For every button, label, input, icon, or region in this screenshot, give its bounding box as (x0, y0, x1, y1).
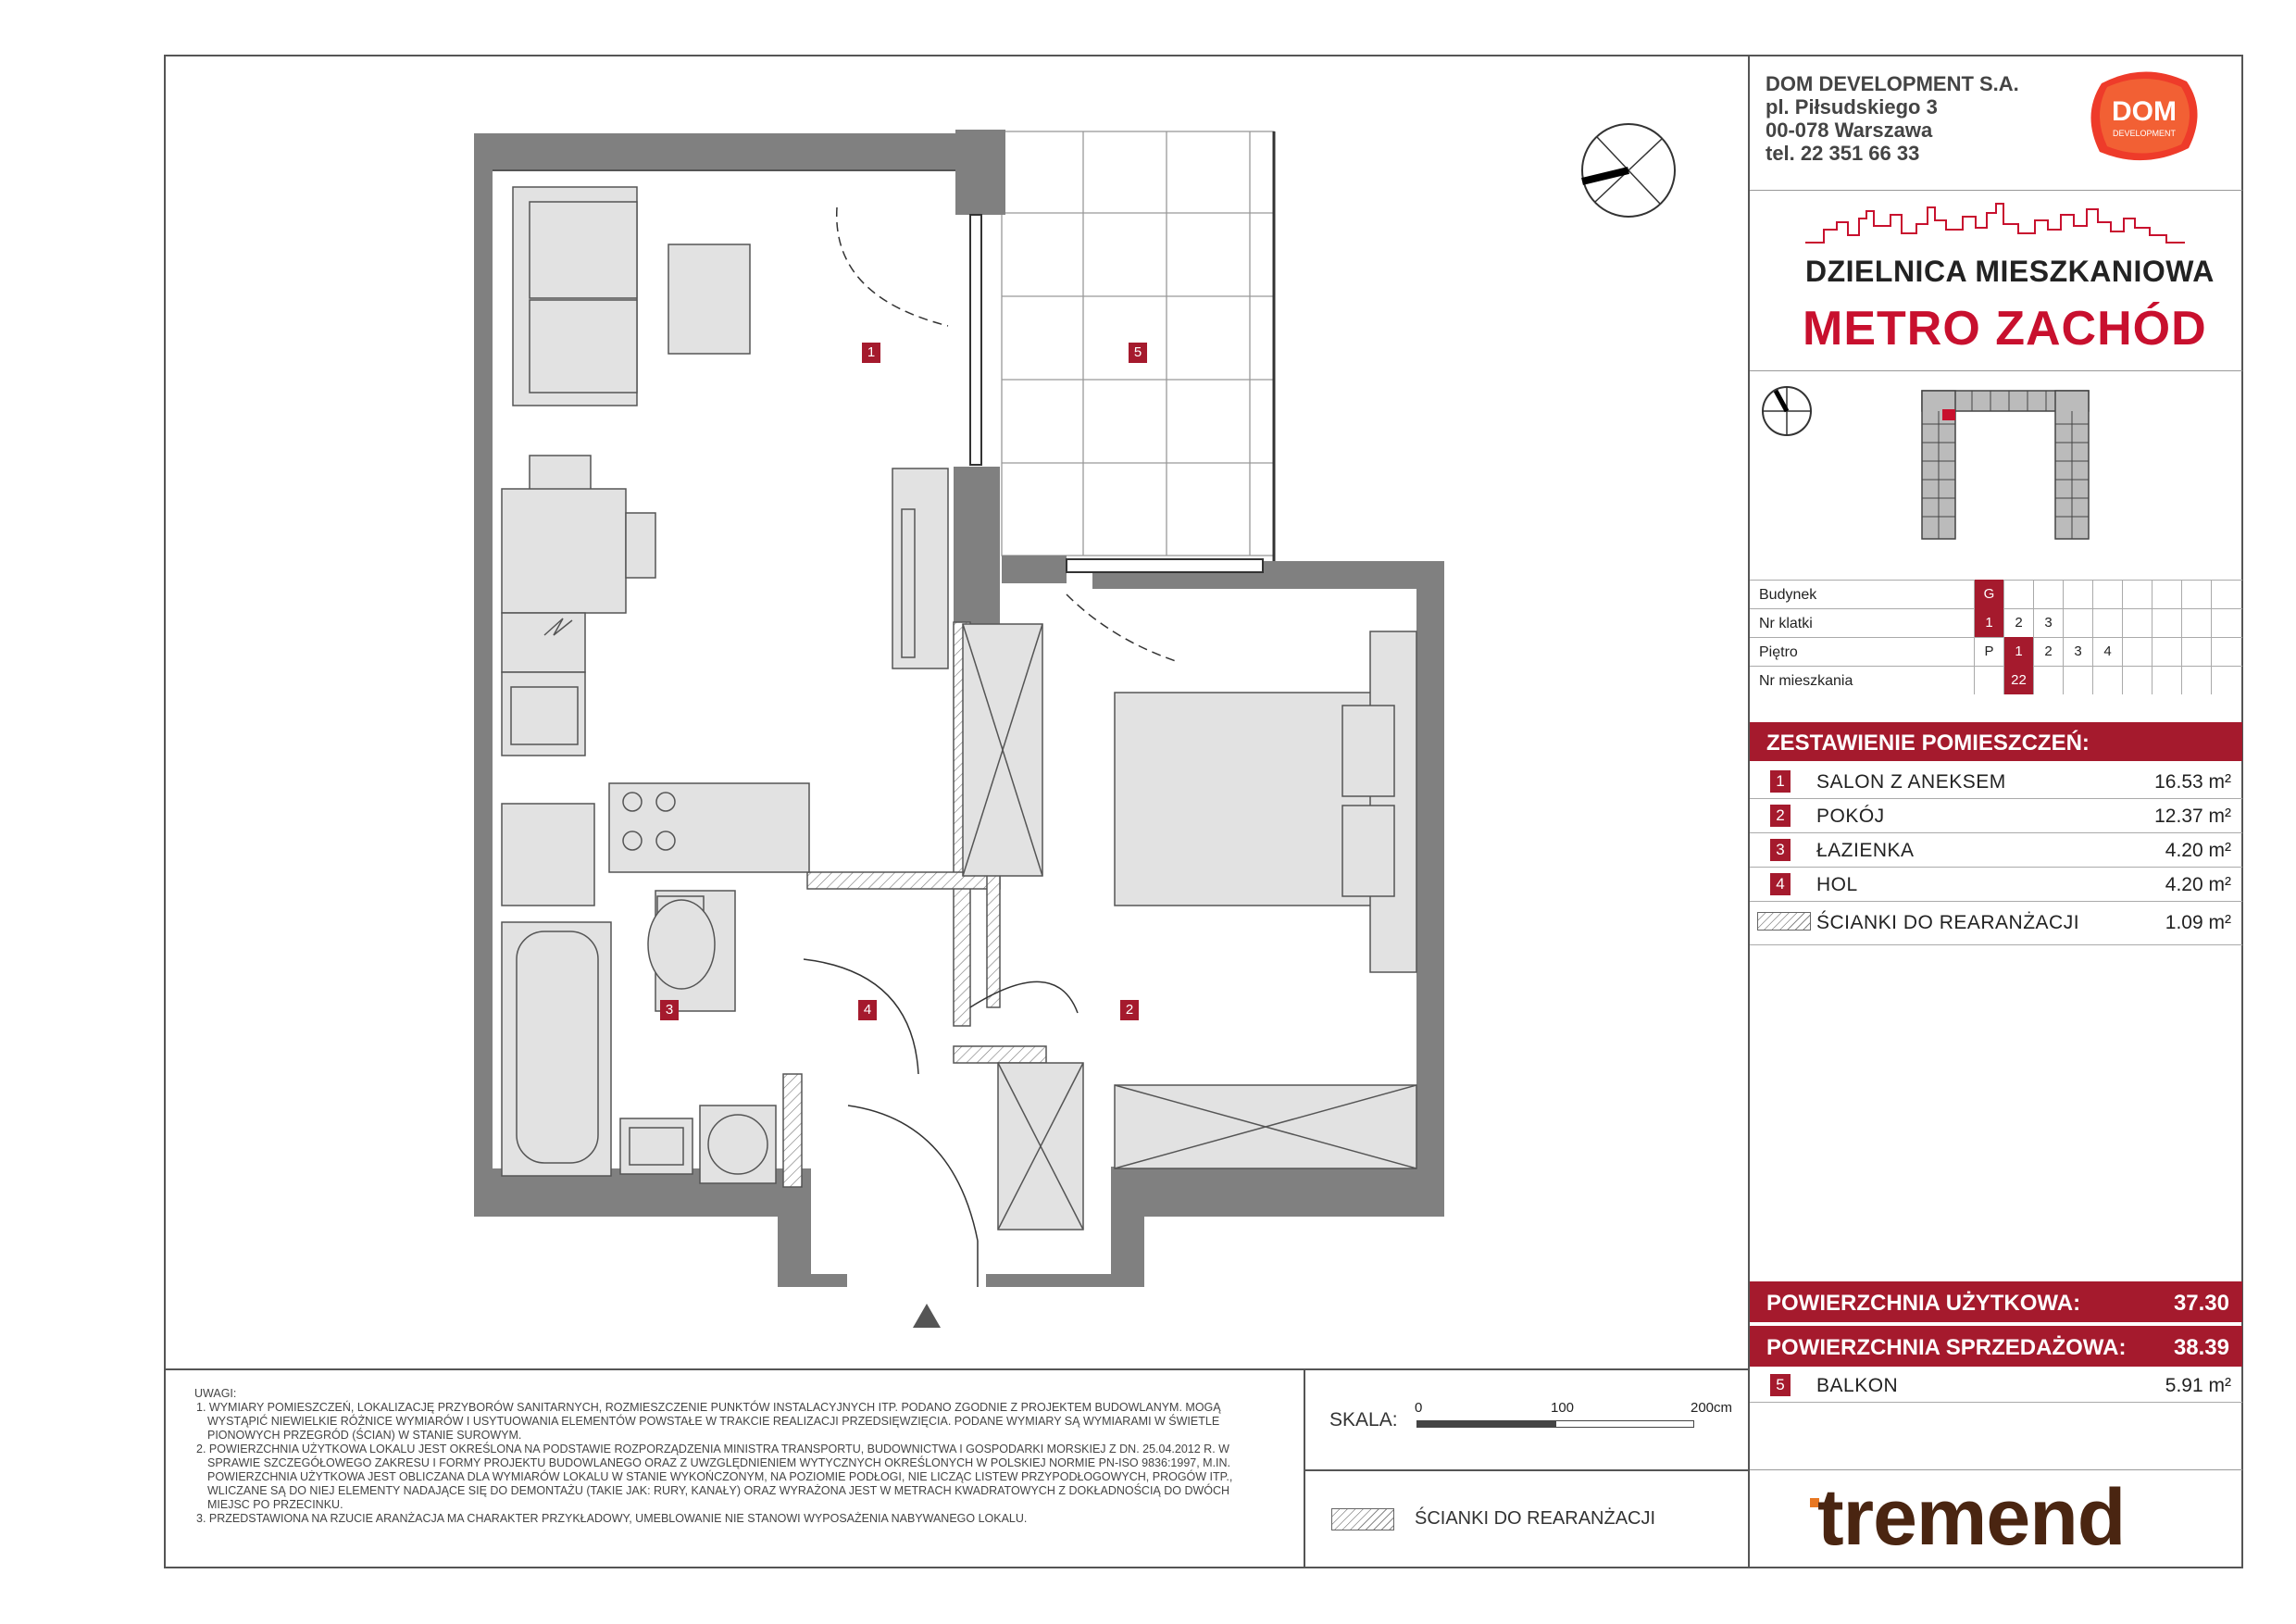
info-cell (2152, 666, 2181, 694)
notes-line: PIONOWYCH PRZEGRÓD (ŚCIAN) W STANIE SUROWYM. (207, 1429, 522, 1442)
room-name: ŁAZIENKA (1816, 840, 1915, 861)
room-row (1750, 868, 2242, 902)
notes-divider (164, 1368, 1750, 1370)
skyline-icon (1805, 202, 2185, 246)
info-cell: G (1974, 580, 2003, 608)
project-name-line2: METRO ZACHÓD (1803, 302, 2207, 356)
keyplan-building-icon (1916, 387, 2102, 544)
usable-area-value: 37.30 (2173, 1291, 2229, 1316)
north-compass-icon (1578, 120, 1678, 220)
company-address2: 00-078 Warszawa (1766, 119, 1933, 142)
info-label-staircase: Nr klatki (1759, 616, 1813, 631)
room-name: HOL (1816, 874, 1858, 895)
scale-bar (1415, 1400, 1733, 1433)
info-cell (2092, 580, 2122, 608)
hatch-swatch (1757, 912, 1811, 931)
room-number-badge: 5 (1770, 1374, 1791, 1396)
balcony-row (1750, 1368, 2242, 1403)
room-name: POKÓJ (1816, 806, 1885, 827)
room-row (1750, 799, 2242, 833)
info-cell (2211, 666, 2240, 694)
plan-room-tag-4: 4 (858, 1000, 877, 1020)
info-cell: 2 (2033, 637, 2063, 666)
info-cell: 4 (2092, 637, 2122, 666)
company-block (1766, 72, 2019, 165)
company-divider (1750, 190, 2242, 191)
logo-text-development: DEVELOPMENT (2112, 129, 2177, 138)
notes-title: UWAGI: (194, 1387, 237, 1400)
room-area: 12.37 m² (2154, 806, 2231, 827)
room-number-badge: 2 (1770, 805, 1791, 827)
info-cell (2122, 580, 2152, 608)
notes-line: 1. WYMIARY POMIESZCZEŃ, LOKALIZACJĘ PRZYBORÓW SANITARNYCH, ROZMIESZCZENIE PUNKTÓW INSTALACYJNYCH ITP. PODANO ZGODNIE Z PROJEKTEM BUDOWLANYM. MOGĄ (196, 1401, 1221, 1414)
room-area: 4.20 m² (2165, 874, 2231, 895)
info-cell (2181, 637, 2211, 666)
notes-line: POWIERZCHNIA UŻYTKOWA JEST OBLICZANA DLA WYMIARÓW LOKALU W STANIE WYKOŃCZONYM, NA POZIOMIE PODŁOGI, NIE LICZĄC LISTEW PRZYPODŁOGOWYCH, PROGÓW ITP., (207, 1470, 1233, 1483)
info-label-floor: Piętro (1759, 644, 1798, 660)
info-cell (2181, 608, 2211, 637)
scale-divider (1304, 1368, 1305, 1568)
company-phone: tel. 22 351 66 33 (1766, 142, 1920, 165)
sale-area-bar (1750, 1326, 2242, 1367)
company-name: DOM DEVELOPMENT S.A. (1766, 72, 2019, 95)
sale-area-label: POWIERZCHNIA SPRZEDAŻOWA: (1766, 1335, 2127, 1360)
info-cell: P (1974, 637, 2003, 666)
usable-area-bar (1750, 1281, 2242, 1322)
info-cell (2152, 608, 2181, 637)
notes-block (194, 1387, 1287, 1526)
info-cell (2152, 637, 2181, 666)
info-cell (2063, 608, 2092, 637)
walls-area: 1.09 m² (2165, 912, 2231, 933)
notes-line: MIEJSC PO PRZECINKU. (207, 1498, 343, 1511)
rooms-title: ZESTAWIENIE POMIESZCZEŃ: (1766, 731, 2090, 756)
info-cell: 3 (2033, 608, 2063, 637)
sale-area-value: 38.39 (2173, 1335, 2229, 1360)
plan-room-tag-2: 2 (1120, 1000, 1139, 1020)
logo-text-dom: DOM (2112, 96, 2177, 127)
info-cell (2122, 608, 2152, 637)
brand-name: tremend (1817, 1473, 2126, 1562)
info-cell: 3 (2063, 637, 2092, 666)
info-cell: 1 (2003, 637, 2033, 666)
info-cell (2033, 666, 2063, 694)
info-cell (1974, 666, 2003, 694)
room-number-badge: 1 (1770, 770, 1791, 793)
info-cell (2063, 666, 2092, 694)
info-cell (2092, 608, 2122, 637)
plan-room-tag-5: 5 (1129, 343, 1147, 363)
project-divider (1750, 370, 2242, 371)
scale-tick-200: 200cm (1691, 1400, 1733, 1416)
notes-line: WLICZANE SĄ DO NIEJ ELEMENTY NADAJĄCE SIĘ DO DEMONTAŻU (TAKIE JAK: RURY, KANAŁY) ORAZ WYRAŻONA JEST W METRACH KWADRATOWYCH Z DOKŁADNOŚCIĄ DO DWÓCH (207, 1484, 1230, 1497)
floor-plan (463, 120, 1463, 1287)
scale-tick-0: 0 (1415, 1400, 1423, 1416)
rooms-title-bar (1750, 722, 2242, 761)
info-cell (2122, 666, 2152, 694)
plan-room-tag-3: 3 (660, 1000, 679, 1020)
info-cell: 22 (2003, 666, 2033, 694)
walls-label: ŚCIANKI DO REARANŻACJI (1816, 912, 2080, 933)
scale-bar-filled (1416, 1420, 1555, 1428)
info-cell (2181, 666, 2211, 694)
plan-room-tag-1: 1 (862, 343, 880, 363)
scale-label: SKALA: (1329, 1409, 1398, 1430)
company-address1: pl. Piłsudskiego 3 (1766, 95, 1938, 119)
info-cell (2092, 666, 2122, 694)
balcony-name: BALKON (1816, 1375, 1899, 1396)
room-area: 16.53 m² (2154, 771, 2231, 793)
info-cell (2211, 637, 2240, 666)
info-cell: 1 (1974, 608, 2003, 637)
entrance-arrow-icon (913, 1304, 941, 1328)
info-cell (2122, 637, 2152, 666)
info-cell (2152, 580, 2181, 608)
legend-label: ŚCIANKI DO REARANŻACJI (1415, 1508, 1656, 1529)
info-label-building: Budynek (1759, 587, 1817, 603)
room-name: SALON Z ANEKSEM (1816, 771, 2006, 793)
info-cell (2033, 580, 2063, 608)
keyplan-compass-icon (1759, 383, 1815, 439)
info-label-apartment: Nr mieszkania (1759, 673, 1853, 689)
info-cell (2003, 580, 2033, 608)
notes-line: 2. POWIERZCHNIA UŻYTKOWA LOKALU JEST OKREŚLONA NA PODSTAWIE ROZPORZĄDZENIA MINISTRA TRANSPORTU, BUDOWNICTWA I GOSPODARKI MORSKIEJ Z DN. 25.04.2012 R. W (196, 1443, 1229, 1455)
notes-line: WYSTĄPIĆ NIEWIELKIE RÓŻNICE WYMIARÓW I USYTUOWANIA ELEMENTÓW POWSTAŁE W TRAKCIE REALIZACJI PRZEDSIĘWZIĘCIA. PODANE WYMIARY SĄ WYMIARAMI W ŚWIETLE (207, 1415, 1220, 1428)
info-cell: 2 (2003, 608, 2033, 637)
notes-line: 3. PRZEDSTAWIONA NA RZUCIE ARANŻACJA MA CHARAKTER PRZYKŁADOWY, UMEBLOWANIE NIE STANOWI WYPOSAŻENIA NABYWANEGO LOKALU. (196, 1512, 1028, 1525)
dom-development-logo (2079, 67, 2209, 170)
info-cell (2211, 608, 2240, 637)
room-row (1750, 765, 2242, 799)
legend-hatch-swatch (1331, 1508, 1394, 1530)
usable-area-label: POWIERZCHNIA UŻYTKOWA: (1766, 1291, 2081, 1316)
info-cell (2063, 580, 2092, 608)
room-number-badge: 3 (1770, 839, 1791, 861)
room-row (1750, 833, 2242, 868)
room-number-badge: 4 (1770, 873, 1791, 895)
scale-tick-100: 100 (1551, 1400, 1575, 1416)
scale-bar-empty (1555, 1420, 1694, 1428)
tremend-logo (1810, 1472, 2199, 1565)
project-name-line1: DZIELNICA MIESZKANIOWA (1805, 255, 2215, 288)
scale-legend-divider (1304, 1469, 1750, 1471)
walls-row (1750, 902, 2242, 945)
balcony-bottom-line (1750, 1469, 2242, 1470)
room-area: 4.20 m² (2165, 840, 2231, 861)
balcony-area: 5.91 m² (2165, 1375, 2231, 1396)
notes-line: SPRAWIE SZCZEGÓŁOWEGO ZAKRESU I FORMY PROJEKTU BUDOWLANEGO ORAZ Z UWZGLĘDNIENIEM WYTYCZNYCH OKREŚLONYCH W POLSKIEJ NORMIE PN-ISO 9836:1997, M.IN. (207, 1456, 1231, 1469)
info-cell (2181, 580, 2211, 608)
info-cell (2211, 580, 2240, 608)
